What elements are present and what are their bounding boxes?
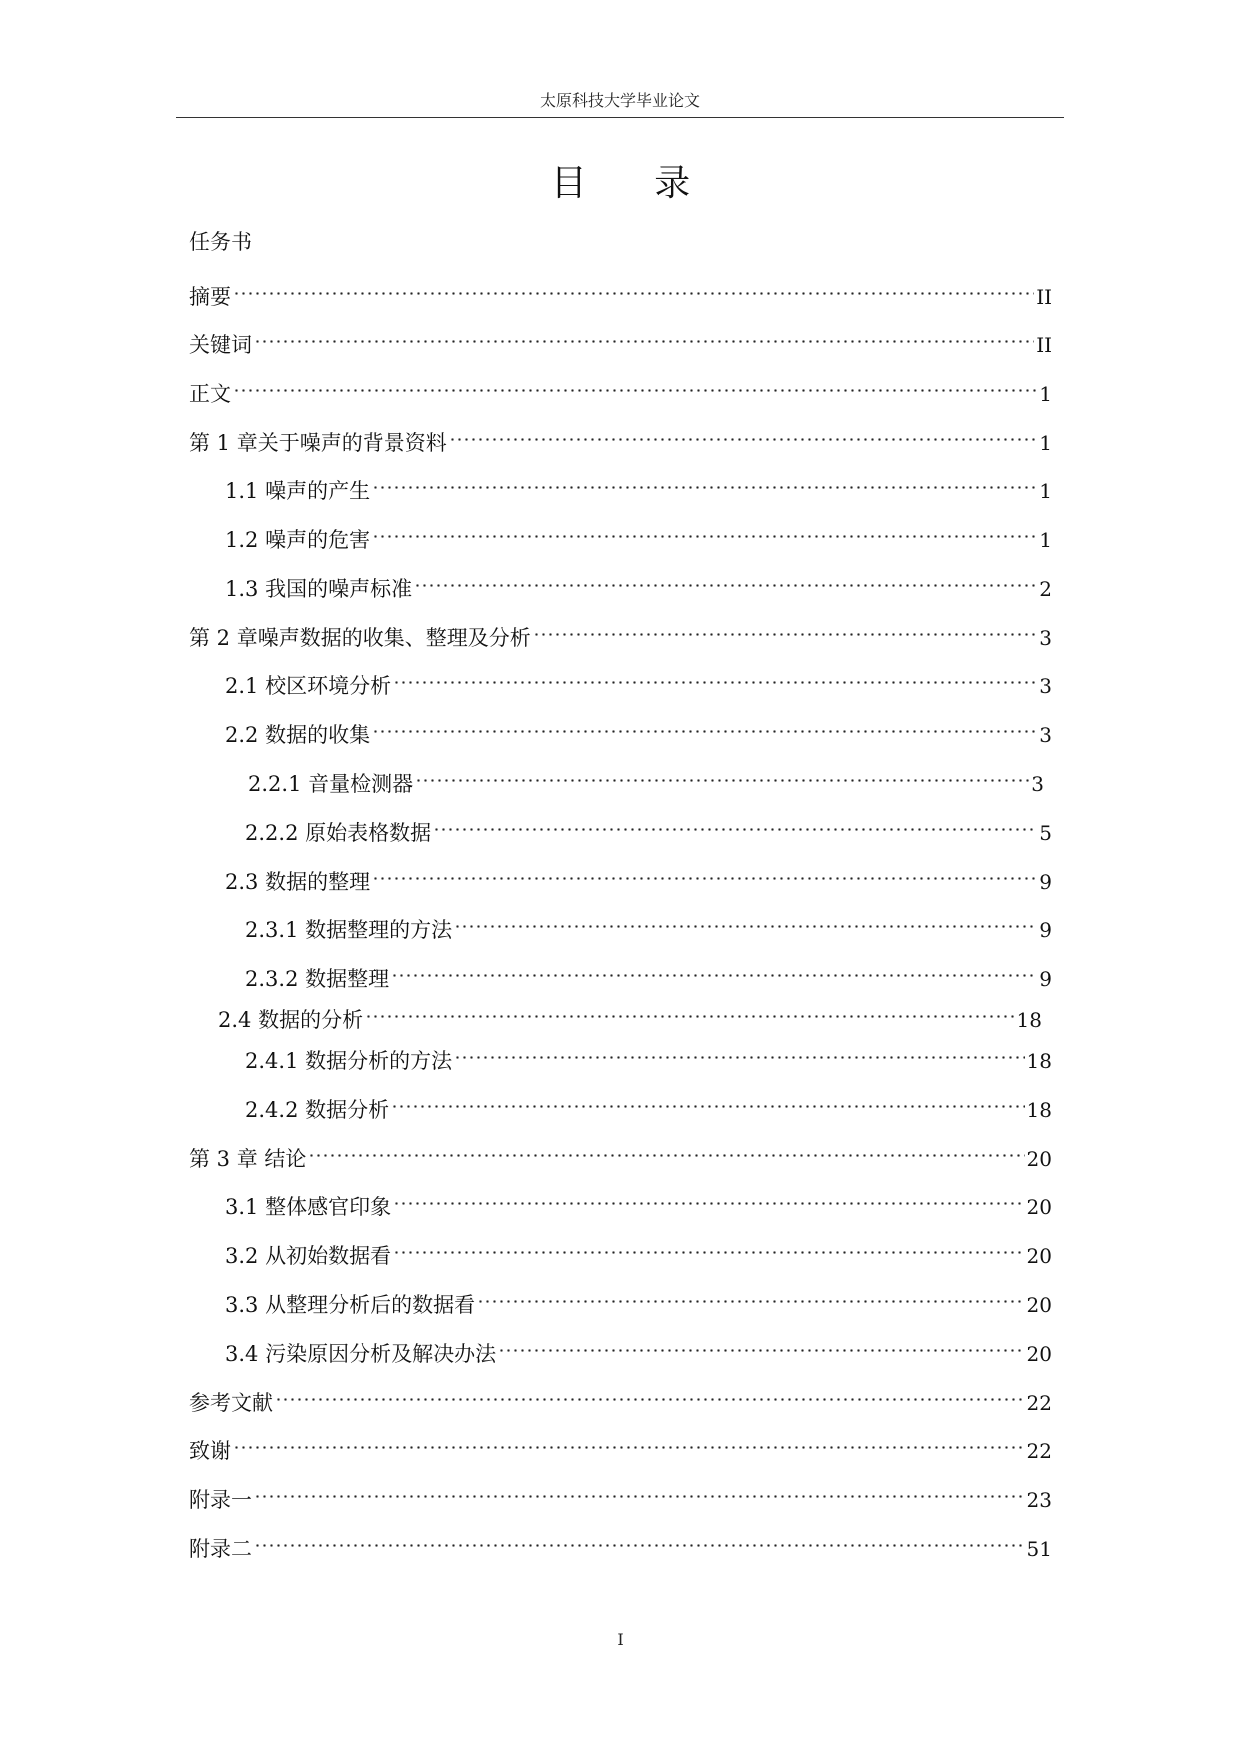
toc-dot-leader (252, 1524, 1027, 1556)
toc-entry-label: 1.1 噪声的产生 (225, 479, 371, 503)
toc-dot-leader (370, 466, 1039, 498)
toc-entry-page: 1 (1039, 382, 1052, 406)
toc-entry-page: 9 (1039, 918, 1052, 942)
toc-entry-chapter-1[interactable] (189, 418, 1052, 455)
toc-entry-page: 9 (1039, 870, 1052, 894)
toc-entry-section-2-3[interactable] (225, 857, 1052, 894)
toc-entry-page: 3 (1031, 772, 1044, 796)
toc-entry-section-2-2-1[interactable] (248, 759, 1044, 796)
toc-entry-page: 20 (1026, 1147, 1052, 1171)
toc-entry-label: 附录二 (189, 1537, 252, 1561)
toc-entry-label: 2.4 数据的分析 (218, 1008, 364, 1032)
toc-entry-page: 20 (1026, 1244, 1052, 1268)
toc-dot-leader (252, 1475, 1027, 1507)
toc-dot-leader (306, 1134, 1026, 1166)
toc-entry-page: 3 (1039, 723, 1052, 747)
toc-dot-leader (391, 661, 1039, 693)
toc-entry-page: 22 (1026, 1391, 1052, 1415)
toc-entry-label: 第 2 章噪声数据的收集、整理及分析 (189, 626, 531, 650)
toc-entry-chapter-2[interactable] (189, 613, 1052, 650)
toc-entry-page: 5 (1039, 821, 1052, 845)
toc-entry-section-3-1[interactable] (225, 1182, 1052, 1219)
toc-dot-leader (273, 1378, 1027, 1410)
toc-entry-section-2-2-2[interactable] (245, 808, 1052, 845)
toc-entry-section-1-3[interactable] (225, 564, 1052, 601)
toc-entry-label: 2.4.1 数据分析的方法 (245, 1049, 453, 1073)
toc-entry-keywords[interactable] (189, 320, 1052, 357)
toc-dot-leader (231, 272, 1036, 304)
toc-entry-label: 3.3 从整理分析后的数据看 (225, 1293, 476, 1317)
toc-dot-leader (447, 418, 1040, 450)
toc-dot-leader (412, 564, 1039, 596)
toc-entry-page: 18 (1026, 1098, 1052, 1122)
toc-entry-page: 1 (1039, 431, 1052, 455)
toc-entry-label: 2.3.2 数据整理 (245, 967, 390, 991)
toc-entry-main-text[interactable] (189, 369, 1052, 406)
toc-entry-section-3-4[interactable] (225, 1329, 1052, 1366)
toc-entry-label: 1.3 我国的噪声标准 (225, 577, 413, 601)
toc-entry-appendix-2[interactable] (189, 1524, 1052, 1561)
toc-entry-label: 正文 (189, 382, 231, 406)
toc-entry-section-1-2[interactable] (225, 515, 1052, 552)
toc-entry-section-2-1[interactable] (225, 661, 1052, 698)
toc-entry-label: 3.1 整体感官印象 (225, 1195, 392, 1219)
toc-entry-page: 18 (1016, 1008, 1042, 1032)
toc-entry-chapter-3[interactable] (189, 1134, 1052, 1171)
toc-entry-section-2-4[interactable] (218, 995, 1042, 1032)
toc-entry-section-2-3-2[interactable] (245, 954, 1052, 991)
toc-dot-leader (391, 1231, 1026, 1263)
toc-entry-label: 摘要 (189, 285, 231, 309)
toc-entry-label: 关键词 (189, 333, 252, 357)
toc-entry-label: 2.3 数据的整理 (225, 870, 371, 894)
toc-entry-page: 3 (1039, 674, 1052, 698)
toc-dot-leader (431, 808, 1039, 840)
toc-dot-leader (370, 857, 1039, 889)
toc-entry-label: 2.2.2 原始表格数据 (245, 821, 432, 845)
toc-entry-page: 20 (1026, 1342, 1052, 1366)
toc-entry-label: 3.2 从初始数据看 (225, 1244, 392, 1268)
toc-entry-section-2-4-1[interactable] (245, 1036, 1052, 1073)
toc-entry-label: 2.2 数据的收集 (225, 723, 371, 747)
toc-dot-leader (496, 1329, 1026, 1361)
toc-entry-page: 20 (1026, 1195, 1052, 1219)
running-header: 太原科技大学毕业论文 (539, 91, 700, 110)
toc-entry-page: 18 (1026, 1049, 1052, 1073)
toc-entry-label: 2.3.1 数据整理的方法 (245, 918, 453, 942)
toc-entry-page: 2 (1039, 577, 1052, 601)
toc-entry-page: II (1036, 333, 1052, 357)
toc-dot-leader (252, 320, 1036, 352)
toc-entry-label: 附录一 (189, 1488, 252, 1512)
toc-dot-leader (231, 369, 1039, 401)
toc-entry-section-1-1[interactable] (225, 466, 1052, 503)
toc-entry-renwushu[interactable] (189, 226, 1052, 258)
toc-entry-page: 1 (1039, 479, 1052, 503)
toc-dot-leader (370, 710, 1039, 742)
toc-entry-page: 1 (1039, 528, 1052, 552)
toc-entry-label: 2.2.1 音量检测器 (248, 772, 414, 796)
toc-entry-page: 23 (1026, 1488, 1052, 1512)
toc-entry-section-2-3-1[interactable] (245, 905, 1052, 942)
toc-entry-label: 2.1 校区环境分析 (225, 674, 392, 698)
toc-dot-leader (452, 905, 1039, 937)
toc-entry-references[interactable] (189, 1378, 1052, 1415)
toc-entry-section-3-2[interactable] (225, 1231, 1052, 1268)
toc-entry-label: 1.2 噪声的危害 (225, 528, 371, 552)
toc-entry-page: 3 (1039, 626, 1052, 650)
toc-entry-page: II (1036, 285, 1052, 309)
toc-entry-page: 20 (1026, 1293, 1052, 1317)
toc-dot-leader (231, 1426, 1027, 1458)
toc-dot-leader (413, 759, 1031, 791)
toc-dot-leader (531, 613, 1040, 645)
toc-entry-label: 任务书 (189, 230, 252, 254)
toc-entry-page: 51 (1026, 1537, 1052, 1561)
toc-entry-label: 致谢 (189, 1439, 231, 1463)
toc-dot-leader (370, 515, 1039, 547)
toc-entry-label: 2.4.2 数据分析 (245, 1098, 390, 1122)
toc-entry-label: 参考文献 (189, 1391, 273, 1415)
toc-title: 目 录 (550, 163, 719, 204)
toc-entry-section-2-4-2[interactable] (245, 1085, 1052, 1122)
toc-dot-leader (475, 1280, 1026, 1312)
toc-entry-section-2-2[interactable] (225, 710, 1052, 747)
toc-dot-leader (452, 1036, 1026, 1068)
toc-dot-leader (389, 954, 1039, 986)
toc-entry-abstract[interactable] (189, 272, 1052, 309)
toc-entry-page: 22 (1026, 1439, 1052, 1463)
toc-entry-label: 3.4 污染原因分析及解决办法 (225, 1342, 497, 1366)
toc-entry-appendix-1[interactable] (189, 1475, 1052, 1512)
page-number: I (617, 1630, 624, 1649)
toc-dot-leader (389, 1085, 1026, 1117)
toc-dot-leader (391, 1182, 1026, 1214)
toc-entry-page: 9 (1039, 967, 1052, 991)
toc-entry-acknowledgements[interactable] (189, 1426, 1052, 1463)
toc-entry-section-3-3[interactable] (225, 1280, 1052, 1317)
toc-entry-label: 第 1 章关于噪声的背景资料 (189, 431, 447, 455)
toc-dot-leader (363, 995, 1016, 1027)
toc-entry-label: 第 3 章 结论 (189, 1147, 307, 1171)
